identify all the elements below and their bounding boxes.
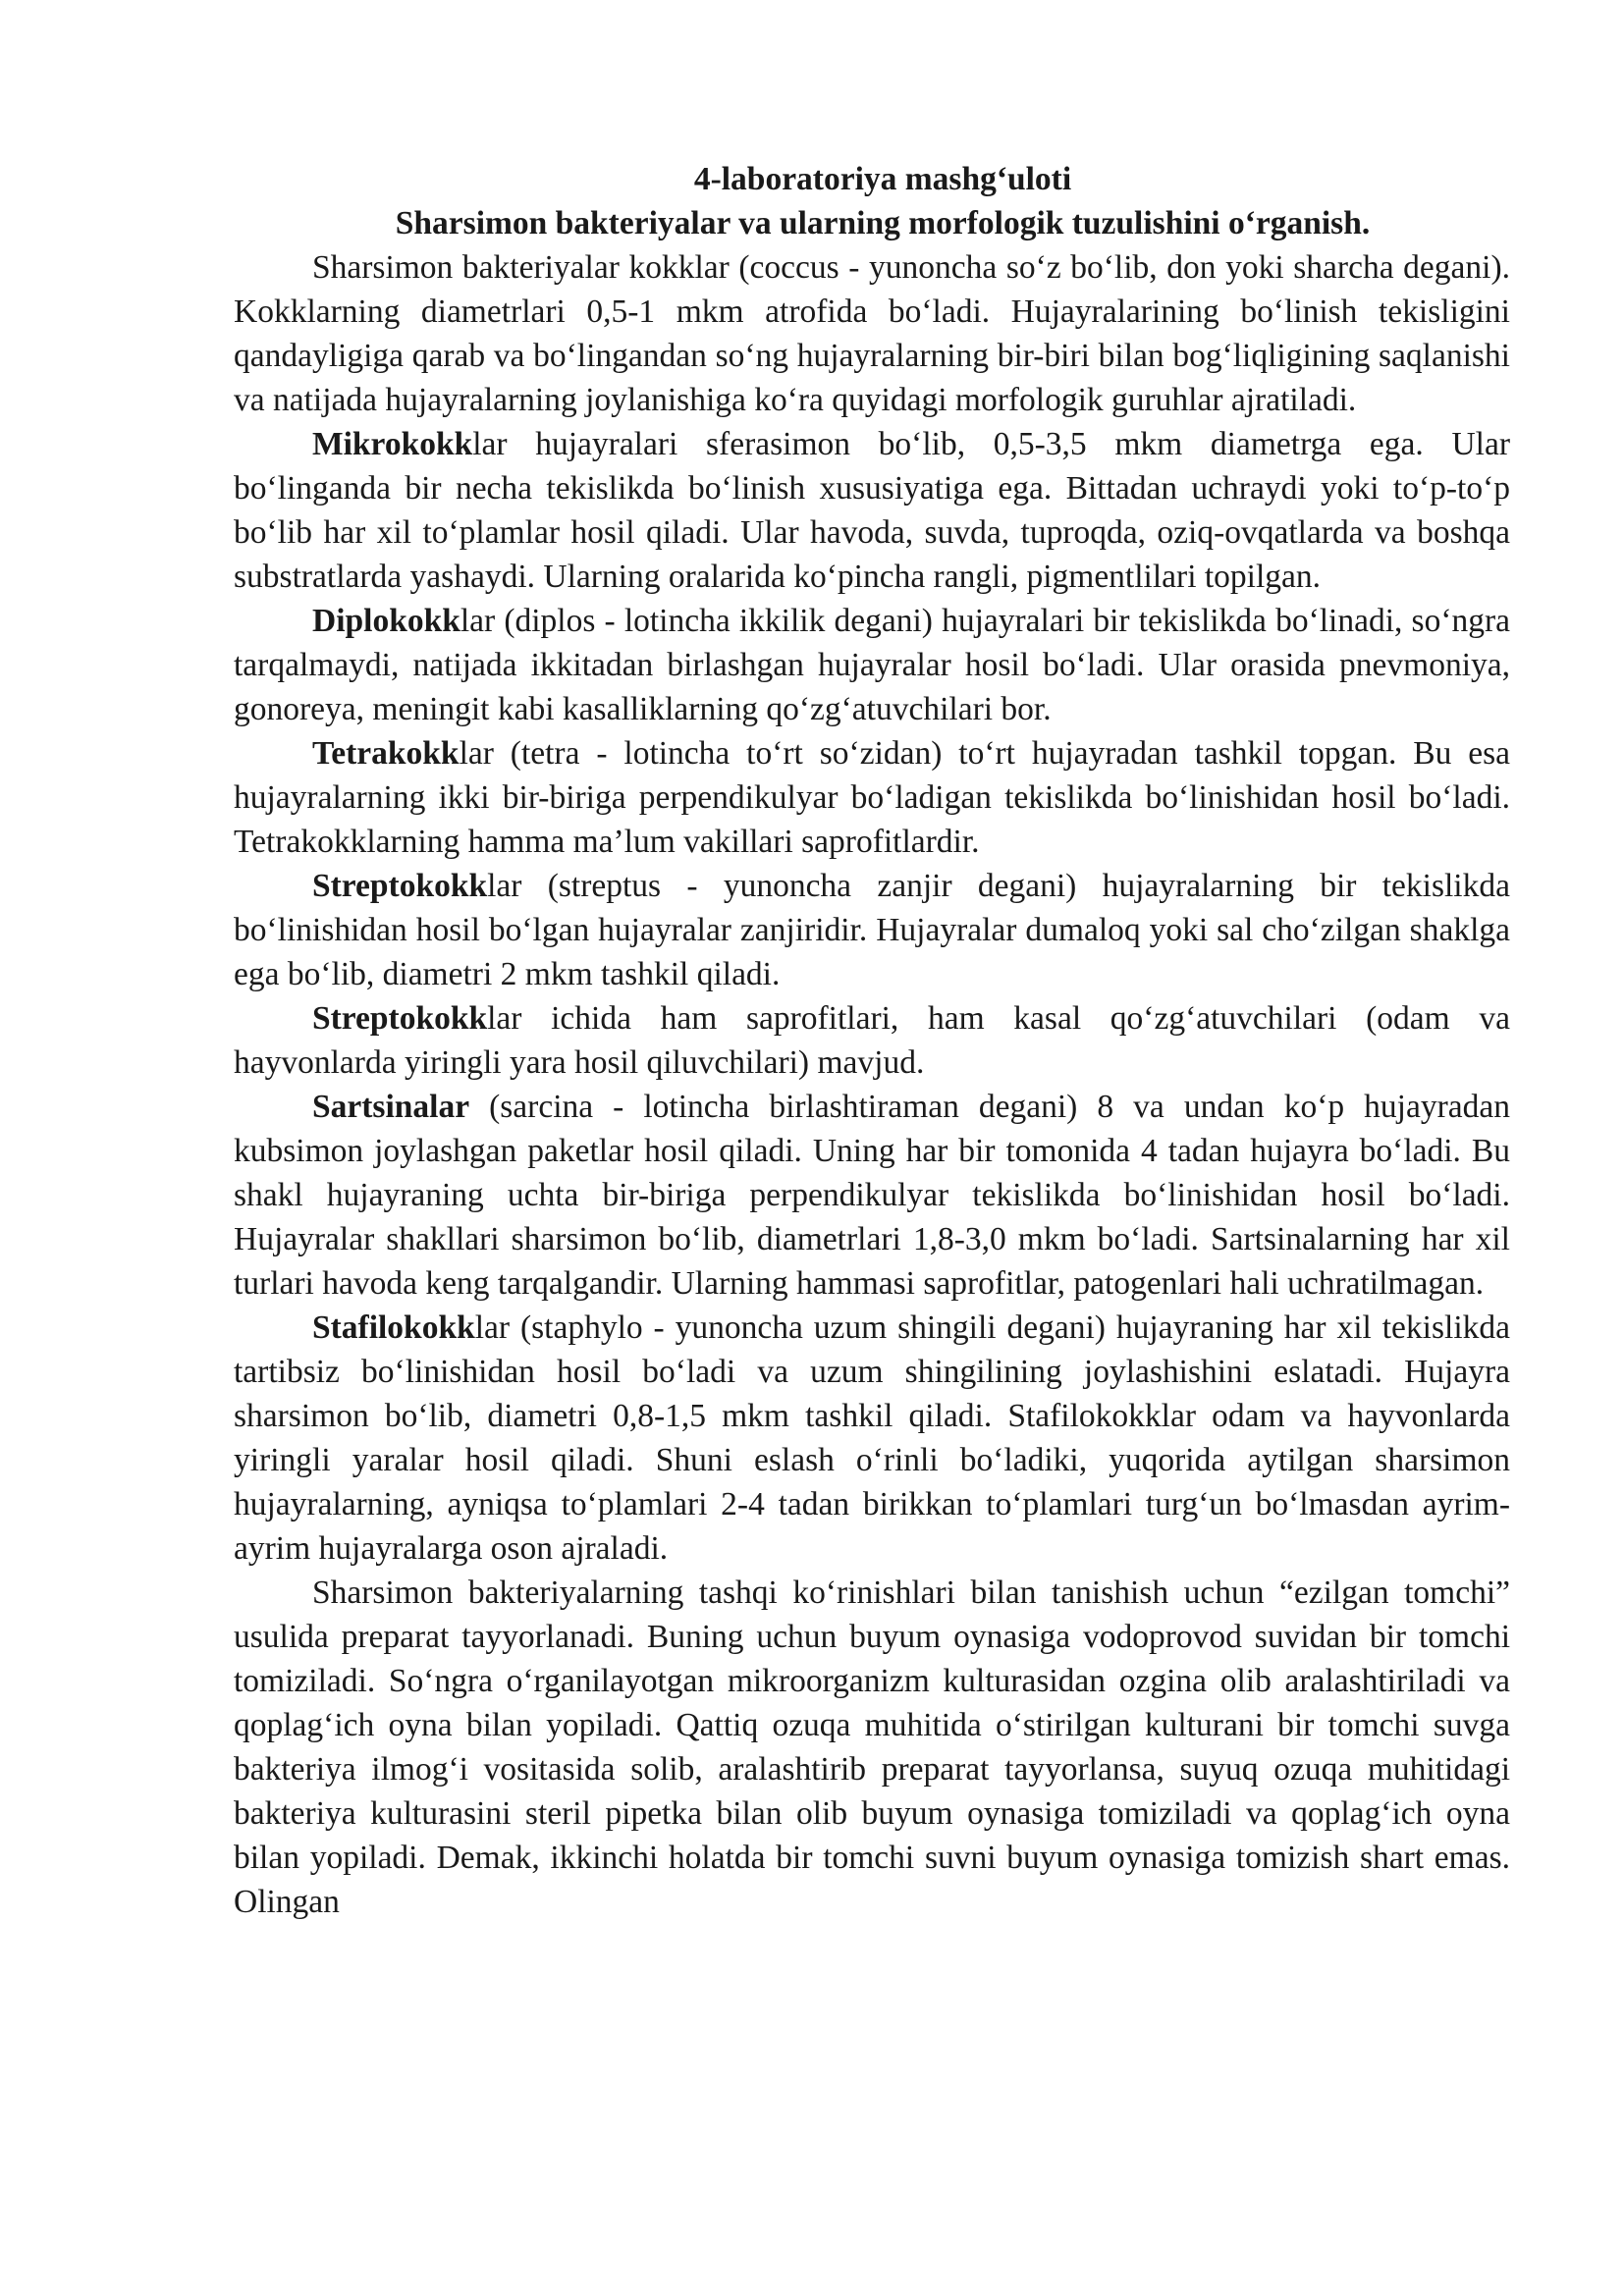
- lab-title: 4-laboratoriya mashg‘uloti: [693, 161, 1072, 197]
- term-streptokokk: Streptokokk: [312, 1000, 488, 1037]
- term-sartsinalar: Sartsinalar: [312, 1089, 470, 1125]
- paragraph-streptokokk-1: Streptokokklar (streptus - yunoncha zanjir degani) hujayralarning bir tekislikda bo‘linishidan hosil bo‘lgan hujayralar zanjiridir. Hujayralar dumaloq yoki sal cho‘zilgan shaklga ega bo‘lib, diametri 2 mkm tashkil qiladi.: [234, 868, 1510, 992]
- paragraph-tetrakokk: Tetrakokklar (tetra - lotincha to‘rt so‘zidan) to‘rt hujayradan tashkil topgan. Bu esa hujayralarning ikki bir-biriga perpendikulyar bo‘ladigan tekislikda bo‘linishidan hosil bo‘ladi. Tetrakokklarning hamma ma’lum vakillari saprofitlardir.: [234, 735, 1510, 860]
- paragraph-diplokokk: Diplokokklar (diplos - lotincha ikkilik degani) hujayralari bir tekislikda bo‘linadi, so‘ngra tarqalmaydi, natijada ikkitadan birlashgan hujayralar hosil bo‘ladi. Ular orasida pnevmoniya, gonoreya, meningit kabi kasalliklarning qo‘zg‘atuvchilari bor.: [234, 603, 1510, 727]
- term-tetrakokk: Tetrakokk: [312, 735, 460, 772]
- paragraph-preparat: Sharsimon bakteriyalarning tashqi ko‘rinishlari bilan tanishish uchun “ezilgan tomchi” usulida preparat tayyorlanadi. Buning uchun buyum oynasiga vodoprovod suvidan bir tomchi tomiziladi. So‘ngra o‘rganilayotgan mikroorganizm kulturasidan ozgina olib aralashtiriladi va qoplag‘ich oyna bilan yopiladi. Qattiq ozuqa muhitida o‘stirilgan kulturani bir tomchi suvga bakteriya ilmog‘i vositasida solib, aralashtirib preparat tayyorlansa, suyuq ozuqa muhitidagi bakteriya kulturasini steril pipetka bilan olib buyum oynasiga tomiziladi va qoplag‘ich oyna bilan yopiladi. Demak, ikkinchi holatda bir tomchi suvni buyum oynasiga tomizish shart emas. Olingan: [234, 1575, 1510, 1920]
- term-mikrokokk: Mikrokokk: [312, 426, 473, 462]
- lab-subtitle: Sharsimon bakteriyalar va ularning morfologik tuzulishini o‘rganish.: [395, 205, 1371, 241]
- paragraph-streptokokk-2: Streptokokklar ichida ham saprofitlari, ham kasal qo‘zg‘atuvchilari (odam va hayvonlarda yiringli yara hosil qiluvchilari) mavjud.: [234, 1000, 1510, 1081]
- paragraph-intro: Sharsimon bakteriyalar kokklar (coccus - yunoncha so‘z bo‘lib, don yoki sharcha degani). Kokklarning diametrlari 0,5-1 mkm atrofida bo‘ladi. Hujayralarining bo‘linish tekisligini qandayligiga qarab va bo‘lingandan so‘ng hujayralarning bir-biri bilan bog‘liqligining saqlanishi va natijada hujayralarning joylanishiga ko‘ra quyidagi morfologik guruhlar ajratiladi.: [234, 249, 1510, 418]
- term-streptokokk: Streptokokk: [312, 868, 488, 904]
- paragraph-sartsinalar: Sartsinalar (sarcina - lotincha birlashtiraman degani) 8 va undan ko‘p hujayradan kubsimon joylashgan paketlar hosil qiladi. Uning har bir tomonida 4 tadan hujayra bo‘ladi. Bu shakl hujayraning uchta bir-biriga perpendikulyar tekislikda bo‘linishidan hosil bo‘ladi. Hujayralar shakllari sharsimon bo‘lib, diametrlari 1,8-3,0 mkm bo‘ladi. Sartsinalarning har xil turlari havoda keng tarqalgandir. Ularning hammasi saprofitlar, patogenlari hali uchratilmagan.: [234, 1089, 1510, 1302]
- term-stafilokokk: Stafilokokk: [312, 1309, 475, 1346]
- term-diplokokk: Diplokokk: [312, 603, 460, 639]
- paragraph-stafilokokk: Stafilokokklar (staphylo - yunoncha uzum shingili degani) hujayraning har xil tekislikda tartibsiz bo‘linishidan hosil bo‘ladi va uzum shingilining joylashishini eslatadi. Hujayra sharsimon bo‘lib, diametri 0,8-1,5 mkm tashkil qiladi. Stafilokokklar odam va hayvonlarda yiringli yaralar hosil qiladi. Shuni eslash o‘rinli bo‘ladiki, yuqorida aytilgan sharsimon hujayralarning, ayniqsa to‘plamlari 2-4 tadan birikkan to‘plamlari turg‘un bo‘lmasdan ayrim-ayrim hujayralarga oson ajraladi.: [234, 1309, 1510, 1567]
- paragraph-mikrokokk: Mikrokokklar hujayralari sferasimon bo‘lib, 0,5-3,5 mkm diametrga ega. Ular bo‘linganda bir necha tekislikda bo‘linish xususiyatiga ega. Bittadan uchraydi yoki to‘p-to‘p bo‘lib har xil to‘plamlar hosil qiladi. Ular havoda, suvda, tuproqda, oziq-ovqatlarda va boshqa substratlarda yashaydi. Ularning oralarida ko‘pincha rangli, pigmentlilari topilgan.: [234, 426, 1510, 595]
- document-page: [234, 157, 1510, 1924]
